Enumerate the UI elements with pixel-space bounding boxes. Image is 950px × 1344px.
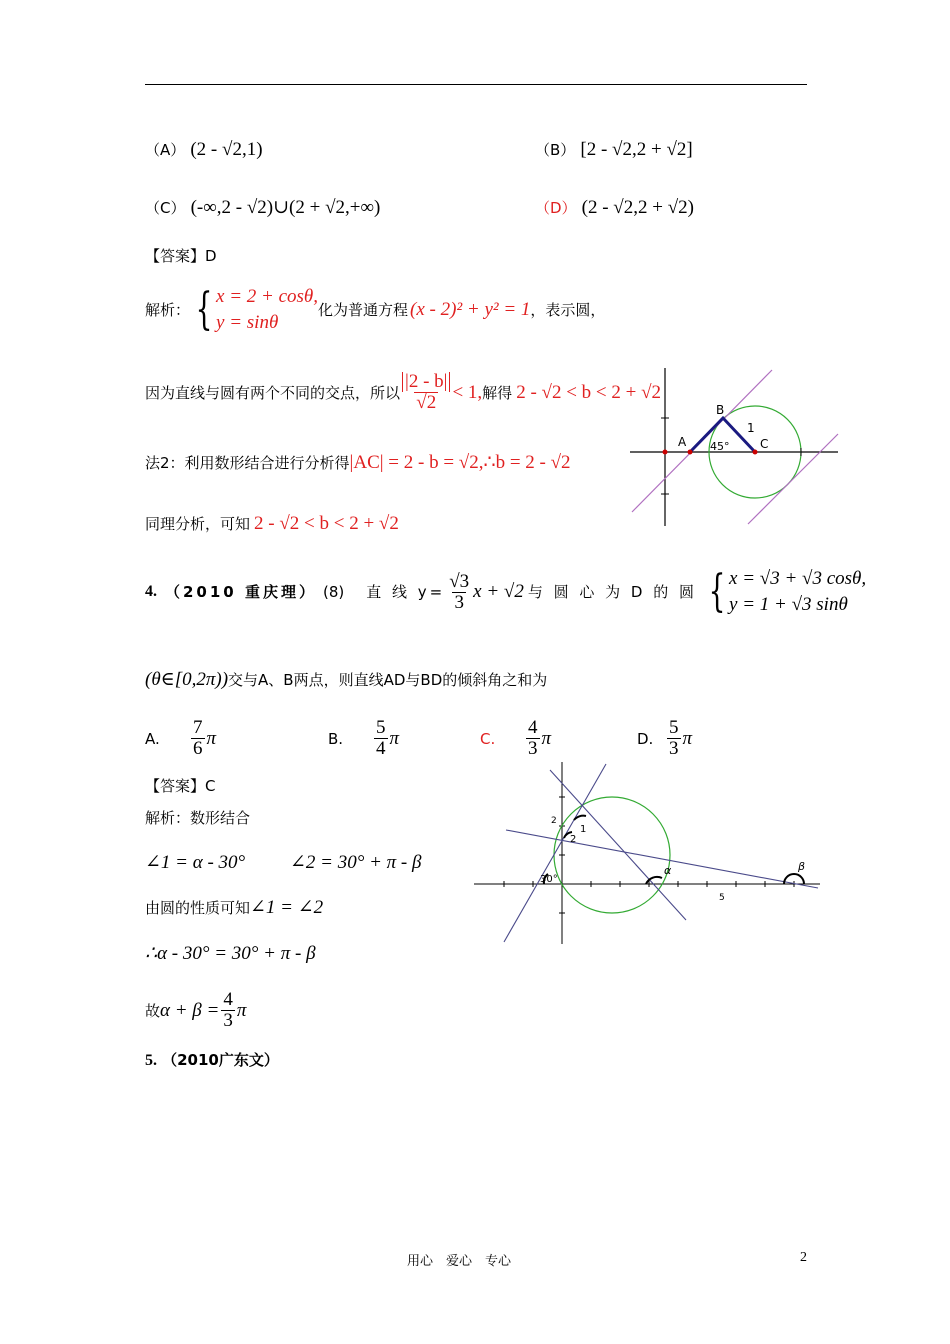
q4-stem	[145, 566, 866, 618]
q4-option-a-tail: π	[206, 727, 217, 749]
q4-circle-system: { x = √3 + √3 cosθ, y = 1 + √3 sinθ	[708, 566, 867, 617]
q3-analysis-line2	[145, 372, 661, 413]
q3-method2-expr: |AC| = 2 - b = √2,∴b = 2 - √2	[349, 452, 571, 473]
q4-fig-ticks	[504, 797, 794, 913]
option-b-label: （B）	[535, 141, 576, 159]
q4-fig-label-2: 2	[570, 834, 577, 845]
option-b-expr: [2 - √2,2 + √2]	[580, 139, 693, 160]
option-c-expr: (-∞,2 - √2)∪(2 + √2,+∞)	[190, 197, 381, 218]
q4-option-b-den: 4	[376, 738, 386, 759]
q4-fig-line-steep	[504, 764, 606, 942]
q4-option-a-label: A.	[145, 729, 160, 748]
q4-theta-range: (θ∈[0,2π))	[145, 669, 229, 690]
q4-circle-prop-prefix: 由圆的性质可知	[145, 899, 251, 917]
q4-option-d-label: D.	[637, 729, 654, 748]
q3-analysis-mid: 化为普通方程	[318, 301, 409, 319]
q4-circle-prop	[145, 898, 323, 918]
q3-fig-origin	[663, 450, 668, 455]
q4-fig-label-alpha: α	[664, 864, 672, 877]
q4-option-c	[480, 718, 551, 759]
q4-fig-label-beta: β	[798, 860, 806, 873]
q4-stem-3: 交与A、B两点，则直线AD与BD的倾斜角之和为	[228, 671, 548, 689]
q4-fig-label-2-axis: 2	[551, 816, 557, 826]
option-c	[145, 198, 380, 218]
q4-fig-label-5: 5	[719, 893, 725, 903]
q3-param-eq-2: y = sinθ	[216, 312, 279, 333]
q4-option-a	[145, 718, 216, 759]
q4-circle-eq-1: x = √3 + √3 cosθ,	[729, 568, 867, 589]
option-d-expr: (2 - √2,2 + √2)	[581, 197, 694, 218]
q4-conclusion	[145, 990, 246, 1031]
q4-fig-line-ad	[550, 770, 686, 920]
q4-answer: 【答案】C	[145, 777, 216, 795]
q3-inequality-fraction	[402, 372, 450, 413]
q4-option-d	[637, 718, 692, 759]
q4-therefore: ∴α - 30° = 30° + π - β	[145, 943, 316, 964]
q3-fig-label-a: A	[678, 435, 687, 449]
q3-line2-mid: 解得	[482, 383, 513, 402]
q4-source: （2010 重庆理）	[165, 583, 317, 601]
option-a-expr: (2 - √2,1)	[190, 139, 263, 160]
q4-line-num: √3	[449, 570, 470, 592]
q5-source: （2010广东文）	[162, 1051, 279, 1069]
q3-ineq-rest: < 1,	[452, 381, 483, 403]
q4-conclusion-prefix: 故	[145, 1001, 161, 1020]
q4-option-b-num: 5	[376, 717, 386, 738]
q3-similar-prefix: 同理分析，可知	[145, 515, 251, 533]
header-rule	[145, 84, 807, 85]
option-c-label: （C）	[145, 199, 186, 217]
q4-option-c-num: 4	[528, 717, 538, 738]
q3-fig-point-c	[753, 450, 758, 455]
q4-option-c-den: 3	[528, 738, 538, 759]
q4-fig-circle	[554, 797, 670, 913]
q3-analysis-end: ，表示圆，	[530, 301, 606, 319]
q3-fig-label-c: C	[760, 437, 769, 451]
q3-figure	[630, 368, 840, 528]
q4-stem-1: 直 线 y=	[366, 583, 446, 601]
q4-conclusion-expr: α + β =	[160, 999, 220, 1021]
q4-option-c-tail: π	[541, 727, 552, 749]
option-b	[535, 140, 693, 160]
q3-analysis-line1	[145, 284, 605, 336]
q4-line-rest: x + √2	[473, 581, 524, 602]
q3-similar	[145, 514, 399, 534]
q4-option-d-den: 3	[669, 738, 679, 759]
q3-method2	[145, 453, 571, 473]
q4-option-a-num: 7	[193, 717, 203, 738]
q3-fig-label-1: 1	[747, 421, 755, 435]
q4-circle-eq-2: y = 1 + √3 sinθ	[729, 594, 848, 615]
q3-param-eq-1: x = 2 + cosθ,	[216, 286, 319, 307]
q3-standard-eq: (x - 2)² + y² = 1	[410, 299, 531, 320]
q3-answer: 【答案】D	[145, 247, 217, 265]
option-d	[535, 198, 694, 218]
q4-option-b	[328, 718, 399, 759]
footer-slogan: 用心 爱心 专心	[407, 1254, 512, 1269]
q4-number: 4.	[145, 583, 157, 600]
q3-line2-prefix: 因为直线与圆有两个不同的交点，所以	[145, 383, 401, 402]
q3-ineq-num: |2 - b|	[402, 372, 450, 392]
q4-option-d-num: 5	[669, 717, 679, 738]
q5-number: 5.	[145, 1052, 157, 1069]
q4-figure	[474, 760, 822, 946]
q4-line-fraction	[447, 572, 471, 613]
q4-eq-angle1: ∠1 = α - 30°	[145, 852, 246, 873]
q4-eq-angle2: ∠2 = 30° + π - β	[290, 852, 422, 873]
q4-option-b-label: B.	[328, 729, 344, 748]
q4-option-c-label: C.	[480, 729, 496, 748]
q4-circle-prop-expr: ∠1 = ∠2	[250, 897, 324, 918]
q4-conclusion-tail: π	[236, 999, 247, 1021]
q3-fig-point-a	[688, 450, 693, 455]
q4-conclusion-den: 3	[223, 1010, 233, 1031]
q3-analysis-prefix: 解析：	[145, 301, 191, 319]
q3-line2-result: 2 - √2 < b < 2 + √2	[516, 381, 662, 403]
q5-heading	[145, 1050, 279, 1071]
q3-ineq-den: √2	[416, 392, 437, 413]
q3-similar-result: 2 - √2 < b < 2 + √2	[254, 513, 399, 534]
q4-stem-line2	[145, 670, 547, 690]
q4-stem-2: 与 圆 心 为 D 的 圆	[527, 583, 698, 601]
q3-method2-prefix: 法2：利用数形结合进行分析得	[145, 454, 350, 472]
q4-conclusion-num: 4	[223, 989, 233, 1010]
q4-fig-label-1: 1	[580, 824, 587, 835]
q4-option-d-tail: π	[682, 727, 693, 749]
q3-fig-label-b: B	[716, 403, 725, 417]
option-a-label: （A）	[145, 141, 186, 159]
option-d-label: （D）	[535, 199, 577, 217]
page-number: 2	[800, 1250, 807, 1265]
q4-analysis: 解析：数形结合	[145, 809, 251, 827]
q4-option-a-den: 6	[193, 738, 203, 759]
q4-fig-label-30: 30°	[540, 874, 558, 885]
q4-option-b-tail: π	[389, 727, 400, 749]
option-a	[145, 140, 263, 160]
q3-param-system: { x = 2 + cosθ, y = sinθ	[195, 284, 319, 335]
q3-fig-label-angle: 45°	[710, 440, 730, 453]
q4-index: (8)	[322, 583, 345, 601]
q4-line-den: 3	[454, 591, 464, 613]
